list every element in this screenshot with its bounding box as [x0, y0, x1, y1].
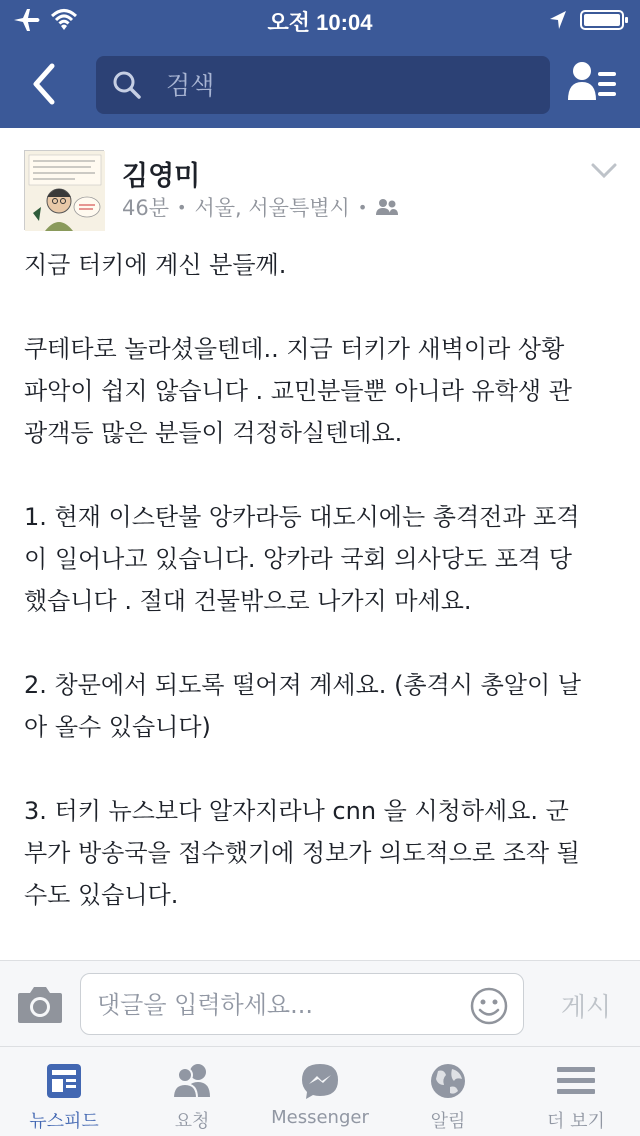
top-bar — [0, 0, 640, 128]
post-author-name[interactable]: 김영미 — [122, 161, 201, 192]
tab-news-feed[interactable] — [0, 1047, 128, 1136]
globe-icon — [426, 1061, 470, 1101]
camera-icon[interactable] — [16, 983, 64, 1025]
tab-requests[interactable] — [128, 1047, 256, 1136]
comment-box[interactable] — [80, 973, 524, 1035]
search-input[interactable] — [166, 66, 526, 104]
friends-list-icon[interactable] — [566, 60, 618, 106]
avatar[interactable] — [24, 150, 104, 230]
tab-label: Messenger — [271, 1107, 369, 1128]
search-bar[interactable] — [96, 56, 550, 114]
friend-requests-icon — [170, 1061, 214, 1101]
separator-dot: • — [177, 197, 187, 217]
tab-bar — [0, 1046, 640, 1136]
location-services-icon — [548, 9, 568, 31]
battery-icon — [580, 9, 630, 31]
tab-label: 요청 — [174, 1111, 210, 1132]
tab-notifications[interactable] — [384, 1047, 512, 1136]
chevron-down-icon[interactable] — [590, 162, 618, 180]
post-paragraph: 1. 현재 이스탄불 앙카라등 대도시에는 총격전과 포격 이 일어나고 있습니다. 앙카라 국회 의사당도 포격 당 했습니다 . 절대 건물밖으로 나가지 마세요. — [24, 503, 580, 615]
news-feed-icon — [42, 1061, 86, 1101]
post-paragraph: 2. 창문에서 되도록 떨어져 계세요. (총격시 총알이 날 아 올수 있습니다) — [24, 671, 581, 741]
comment-input[interactable] — [97, 986, 457, 1024]
post-paragraph: 쿠테타로 놀라셨을텐데.. 지금 터키가 새벽이라 상황 파악이 쉽지 않습니다 . 교민분들뿐 아니라 유학생 관 광객등 많은 분들이 걱정하실텐데요. — [24, 335, 572, 447]
menu-icon — [554, 1061, 598, 1101]
post-header — [0, 128, 640, 238]
post-location[interactable]: 서울, 서울특별시 — [194, 196, 350, 220]
avatar-cartoon-image — [25, 151, 105, 231]
tab-label: 더 보기 — [547, 1111, 605, 1132]
navigation-bar — [0, 40, 640, 128]
tab-label: 알림 — [430, 1111, 466, 1132]
comment-bar — [0, 960, 640, 1046]
status-time: 오전 10:04 — [267, 10, 373, 35]
friends-audience-icon — [375, 198, 399, 216]
post-meta — [122, 192, 399, 222]
post-paragraph: 지금 터키에 계신 분들께. — [24, 251, 287, 279]
tab-messenger[interactable] — [256, 1047, 384, 1136]
post-text — [24, 244, 620, 960]
post-time[interactable]: 46분 — [122, 196, 170, 220]
post-paragraph: 3. 터키 뉴스보다 알자지라나 cnn 을 시청하세요. 군 부가 방송국을 접수했기에 정보가 의도적으로 조작 될 수도 있습니다. — [24, 797, 580, 909]
status-bar — [0, 0, 640, 40]
messenger-icon — [298, 1061, 342, 1101]
emoji-icon[interactable] — [469, 986, 509, 1026]
back-chevron-icon[interactable] — [26, 60, 62, 108]
separator-dot: • — [357, 197, 368, 217]
tab-label: 뉴스피드 — [29, 1111, 99, 1132]
post-comment-button[interactable]: 게시 — [546, 985, 626, 1025]
search-icon — [112, 70, 142, 100]
tab-more[interactable] — [512, 1047, 640, 1136]
